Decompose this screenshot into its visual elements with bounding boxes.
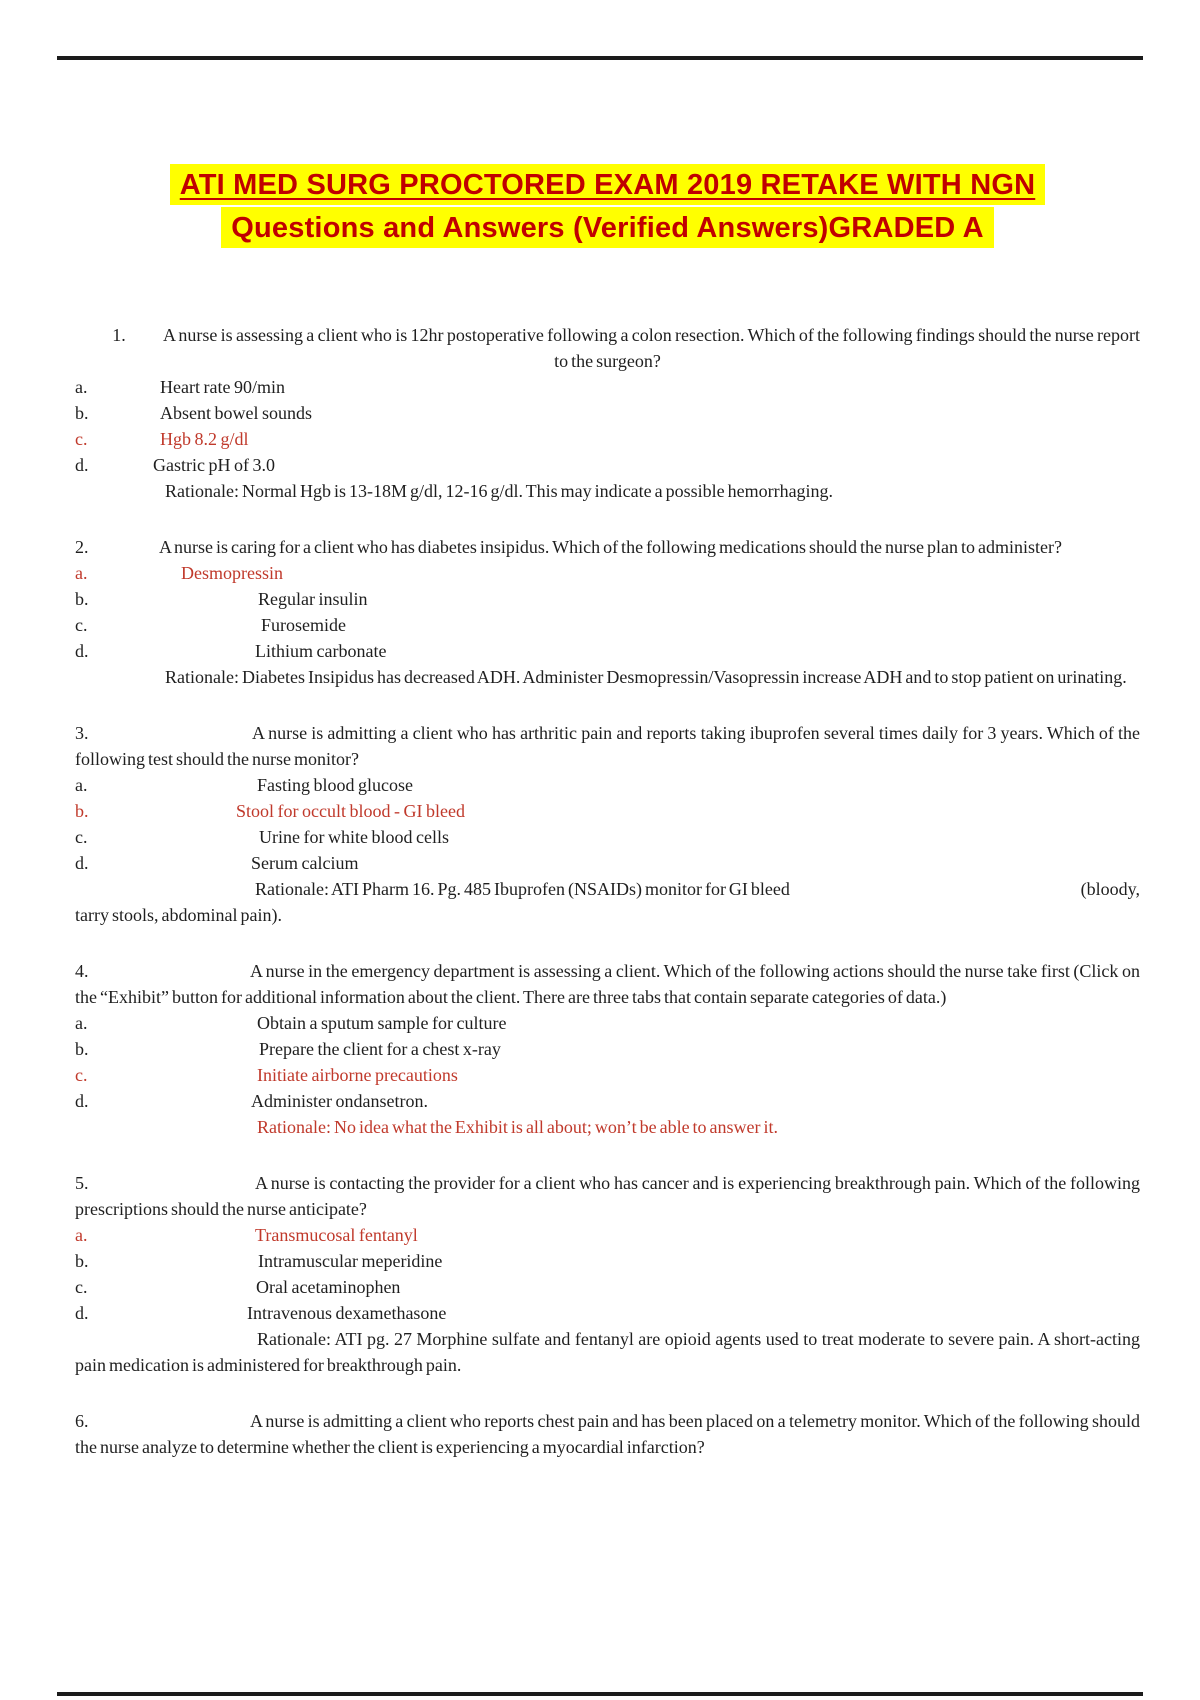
option-row [75,798,1140,824]
option-text: Gastric pH of 3.0 [153,455,275,475]
option-letter: d. [75,1303,89,1323]
option-row [75,1300,1140,1326]
option-text: Absent bowel sounds [160,403,312,423]
option-letter: c. [75,1065,88,1085]
option-row [75,1248,1140,1274]
question-text: 3. A nurse is admitting a client who has arthritic pain and reports taking ibuprofen several times daily for 3 years. Which of the following test should the nurse monitor? [75,720,1140,772]
option-text: Heart rate 90/min [160,377,285,397]
option-letter: a. [75,377,88,397]
option-text: Obtain a sputum sample for culture [257,1013,507,1033]
title-line-2: Questions and Answers (Verified Answers)GRADED A [221,207,993,248]
option-row [75,426,1140,452]
option-text: Transmucosal fentanyl [255,1225,418,1245]
option-letter: c. [75,615,88,635]
option-text: Hgb 8.2 g/dl [160,429,249,449]
question-block [75,534,1140,690]
question-text: 6. A nurse is admitting a client who reports chest pain and has been placed on a telemetry monitor. Which of the following should the nurse analyze to determine whether the client is experiencing a myocardial infarction? [75,1408,1140,1460]
option-text: Regular insulin [258,589,368,609]
option-text: Intramuscular meperidine [258,1251,443,1271]
option-letter: c. [75,429,88,449]
option-letter: d. [75,455,89,475]
option-text: Serum calcium [251,853,359,873]
question-number: 4. [75,961,89,981]
rationale-text: Rationale: ATI Pharm 16. Pg. 485 Ibuprofen (NSAIDs) monitor for GI bleed [255,879,790,899]
option-text: Intravenous dexamethasone [247,1303,447,1323]
rationale-text: Rationale: No idea what the Exhibit is all about; won’t be able to answer it. [257,1117,779,1137]
option-row [75,612,1140,638]
question-block [75,958,1140,1140]
question-block [75,1170,1140,1378]
rationale-line [75,876,1140,902]
option-letter: c. [75,827,88,847]
question-text: 2. A nurse is caring for a client who has diabetes insipidus. Which of the following medications should the nurse plan to administer? [75,534,1140,560]
option-row [75,772,1140,798]
question-text: 1. A nurse is assessing a client who is 12hr postoperative following a colon resection. Which of the following findings should the nurse report to the surgeon? [75,322,1140,374]
question-number: 6. [75,1411,89,1431]
option-text: Initiate airborne precautions [257,1065,458,1085]
option-letter: d. [75,1091,89,1111]
option-row [75,400,1140,426]
title-line-1: ATI MED SURG PROCTORED EXAM 2019 RETAKE WITH NGN [170,164,1046,205]
question-text: 4. A nurse in the emergency department is assessing a client. Which of the following actions should the nurse take first (Click on the “Exhibit” button for additional information about the client. There are three tabs that contain separate categories of data.) [75,958,1140,1010]
option-text: Stool for occult blood - GI bleed [236,801,465,821]
option-row [75,1036,1140,1062]
option-row [75,1088,1140,1114]
question-block [75,322,1140,504]
option-text: Urine for white blood cells [259,827,449,847]
option-letter: b. [75,403,89,423]
question-block [75,720,1140,928]
rationale-text: (bloody, [1080,879,1140,899]
question-number: 5. [75,1173,89,1193]
option-row [75,586,1140,612]
option-letter: d. [75,853,89,873]
option-row [75,638,1140,664]
question-block [75,1408,1140,1460]
question-text: 5. A nurse is contacting the provider for a client who has cancer and is experiencing breakthrough pain. Which of the following prescriptions should the nurse anticipate? [75,1170,1140,1222]
option-row [75,560,1140,586]
questions [75,322,1140,1460]
rationale-text: Rationale: Normal Hgb is 13-18M g/dl, 12-16 g/dl. This may indicate a possible hemorrhaging. [165,481,834,501]
question-number: 3. [75,723,89,743]
option-letter: a. [75,1225,88,1245]
option-row [75,850,1140,876]
option-row [75,1062,1140,1088]
option-text: Furosemide [261,615,346,635]
option-letter: c. [75,1277,88,1297]
bottom-rule [57,1692,1143,1696]
document-content [75,0,1140,1460]
option-text: Lithium carbonate [255,641,387,661]
option-text: Administer ondansetron. [251,1091,428,1111]
option-row [75,1274,1140,1300]
option-letter: b. [75,1039,89,1059]
option-text: Fasting blood glucose [257,775,413,795]
option-row [75,1222,1140,1248]
rationale-text: Rationale: ATI pg. 27 Morphine sulfate and fentanyl are opioid agents used to treat moderate to severe pain. A short-acting pain medication is administered for breakthrough pain. [75,1329,1140,1375]
option-letter: a. [75,563,88,583]
option-letter: b. [75,589,89,609]
option-letter: a. [75,1013,88,1033]
question-number: 2. [75,537,89,557]
option-letter: b. [75,1251,89,1271]
document-title [75,164,1140,250]
option-row [75,1010,1140,1036]
question-number: 1. [112,325,126,345]
option-row [75,374,1140,400]
option-row [75,452,1140,478]
option-row [75,824,1140,850]
option-text: Prepare the client for a chest x-ray [259,1039,501,1059]
rationale-line: tarry stools, abdominal pain). [75,905,282,925]
option-text: Oral acetaminophen [256,1277,401,1297]
option-letter: b. [75,801,89,821]
option-letter: a. [75,775,88,795]
option-text: Desmopressin [181,563,283,583]
rationale-text: Rationale: Diabetes Insipidus has decreased ADH. Administer Desmopressin/Vasopressin increase ADH and to stop patient on urinating. [165,667,1127,687]
option-letter: d. [75,641,89,661]
